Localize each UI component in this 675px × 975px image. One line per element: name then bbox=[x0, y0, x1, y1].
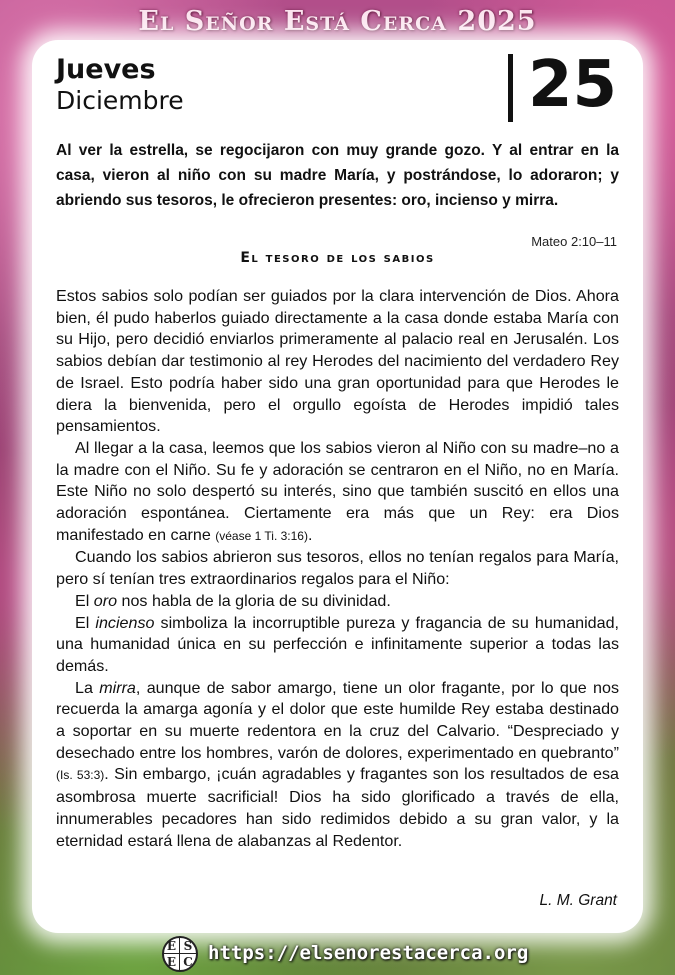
paragraph-text: simboliza la incorruptible pureza y fragancia de su humanidad, una humanidad única en su perfección e infinitamente superior a todas las demás. bbox=[56, 613, 619, 675]
devotional-panel bbox=[32, 40, 643, 933]
day-number: 25 bbox=[528, 48, 618, 122]
article-heading: El tesoro de los sabios bbox=[240, 250, 435, 266]
emphasis: incienso bbox=[95, 613, 155, 632]
paragraph-text: . bbox=[307, 525, 313, 544]
paragraph bbox=[56, 613, 619, 678]
paragraph bbox=[56, 591, 619, 613]
bible-verse: Al ver la estrella, se regocijaron con muy grande gozo. Y al entrar en la casa, vieron al niño con su madre María, y postrándose, lo adoraron; y abriendo sus tesoros, le ofrecieron presentes: oro, incienso y mirra. bbox=[56, 142, 619, 209]
paragraph: Estos sabios solo podían ser guiados por la clara intervención de Dios. Ahora bien, él pudo haberlos guiado directamente a la casa donde estaba María con su Hijo, pero decidió enviarlos primeramente al palacio real en Jerusalén. Los sabios debían dar testimonio al rey Herodes del nacimiento del verdadero Rey de Israel. Esto podría haber sido una gran oportunidad para que Herodes le diera la bienvenida, pero el orgullo egoísta de Herodes impidió tales pensamientos. bbox=[56, 287, 619, 436]
month: Diciembre bbox=[56, 86, 184, 115]
paragraph-text: El bbox=[75, 613, 96, 632]
logo-letter: E bbox=[164, 954, 180, 970]
paragraph-text: Al llegar a la casa, leemos que los sabios vieron al Niño con su madre–no a la madre con el Niño. Su fe y adoración se centraron en el Niño, no en María. Este Niño no solo despertó su interés, sino que también suscitó en ellos una adoración espontánea. Ciertamente era más que un Rey: era Dios manifestado en carne bbox=[56, 438, 619, 544]
footer bbox=[0, 934, 675, 974]
verse-reference: Mateo 2:10–11 bbox=[531, 234, 617, 249]
paragraph-text: nos habla de la gloria de su divinidad. bbox=[117, 591, 391, 610]
paragraph-text: . Sin embargo, ¡cuán agradables y fragantes son los resultados de esa asombrosa muerte sacrificial! Dios ha sido glorificado a través de ella, innumerables pecadores han sido redimidos debido a su gran valor, y la eternidad estará llena de alabanzas al Redentor. bbox=[56, 765, 619, 850]
scripture-reference: (Is. 53:3) bbox=[56, 768, 105, 783]
emphasis: oro bbox=[93, 591, 118, 610]
logo-letter: C bbox=[183, 955, 193, 969]
paragraph-text: La bbox=[75, 678, 100, 697]
date-divider bbox=[508, 54, 513, 122]
paragraph-text: El bbox=[75, 591, 94, 610]
author: L. M. Grant bbox=[539, 892, 617, 909]
paragraph bbox=[56, 438, 619, 548]
logo-letter: E bbox=[164, 938, 180, 954]
page-header-title: El Señor Está Cerca 2025 bbox=[138, 6, 537, 37]
website-url[interactable]: https://elsenorestacerca.org bbox=[208, 942, 529, 964]
logo-letter: S bbox=[180, 938, 196, 954]
paragraph bbox=[56, 678, 619, 853]
article-body bbox=[56, 286, 619, 852]
scripture-reference: (véase 1 Ti. 3:16) bbox=[215, 528, 308, 543]
paragraph-text: , aunque de sabor amargo, tiene un olor fragante, por lo que nos recuerda la amarga agonía y el dolor que este humilde Rey estaba destinado a soportar en su muerte redentora en la cruz del Calvario. “Despreciado y desechado entre los hombres, varón de dolores, experimentado en quebranto” bbox=[56, 678, 619, 762]
weekday: Jueves bbox=[56, 54, 156, 85]
emphasis: mirra bbox=[99, 678, 136, 697]
site-logo bbox=[162, 936, 198, 972]
paragraph: Cuando los sabios abrieron sus tesoros, ellos no tenían regalos para María, pero sí tenían tres extraordinarios regalos para el Niño: bbox=[56, 548, 619, 589]
